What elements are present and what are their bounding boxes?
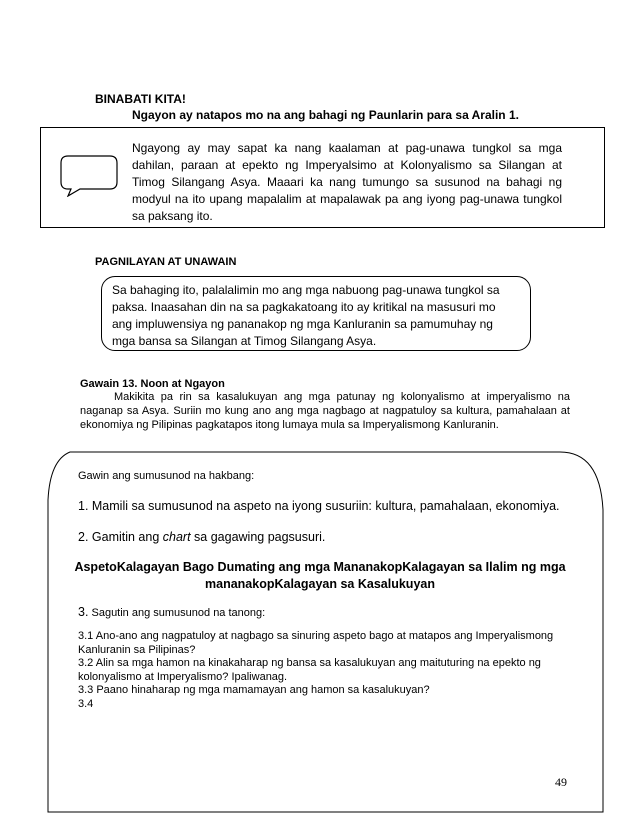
question-item: 3.2 Alin sa mga hamon na kinakaharap ng bansa sa kasalukuyan ang maituturing na epekto ng kolonyalismo at Imperyalismo? Ipaliwanag. [78, 657, 541, 683]
question-item: 3.1 Ano-ano ang nagpatuloy at nagbago sa sinuring aspeto bago at matapos ang Imperyalismong Kanluranin sa Pilipinas? [78, 630, 554, 656]
step-1: 1. Mamili sa sumusunod na aspeto na iyong susuriin: kultura, pamahalaan, ekonomiya. [78, 499, 560, 513]
congrats-title: BINABATI KITA! [95, 92, 186, 106]
page-number: 49 [555, 775, 567, 789]
questions-list [78, 630, 568, 711]
chart-headers: AspetoKalagayan Bago Dumating ang mga MananakopKalagayan sa Ilalim ng mga mananakopKalagayan sa Kasalukuyan [74, 560, 566, 591]
activity-description-text: Makikita pa rin sa kasalukuyan ang mga patunay ng kolonyalismo at imperyalismo na naganap sa Asya. Suriin mo kung ano ang mga nagbago at nagpatuloy sa kultura, pamahalaan at ekonomiya ng Pilipinas pagkatapos itong lumaya mula sa Imperyalismong Kanluranin. [80, 391, 570, 431]
question-item: 3.3 Paano hinaharap ng mga mamamayan ang hamon sa kasalukuyan? [78, 684, 430, 696]
info-text: Ngayong ay may sapat ka nang kaalaman at pag-unawa tungkol sa mga dahilan, paraan at epekto ng Imperyalsimo at Kolonyalismo sa Silangan at Timog Silangang Asya. Maaari ka nang tumungo sa susunod na bahagi ng modyul na ito upang mapalalim at mapalawak pa ang iyong pag-unawa tungkol sa paksang ito. [132, 141, 562, 223]
step-2-prefix: 2. Gamitin ang [78, 530, 163, 544]
step-2-suffix: sa gagawing pagsusuri. [190, 530, 326, 544]
reflect-text: Sa bahaging ito, palalalimin mo ang mga nabuong pag-unawa tungkol sa paksa. Inaasahan din na sa pagkakatoang ito ay kritikal na masusuri mo ang impluwensiya ng pananakop ng mga Kanluranin sa pamumuhay ng mga bansa sa Silangan at Timog Silangang Asya. [112, 283, 500, 348]
congrats-subtitle: Ngayon ay natapos mo na ang bahagi ng Paunlarin para sa Aralin 1. [132, 108, 519, 122]
question-item: 3.4 [78, 697, 94, 710]
steps-intro: Gawin ang sumusunod na hakbang: [78, 470, 255, 482]
section-title: PAGNILAYAN AT UNAWAIN [95, 256, 237, 268]
step-3-text: Sagutin ang sumusunod na tanong: [88, 607, 266, 619]
step-2 [78, 530, 325, 544]
step-2-emphasis: chart [162, 530, 191, 544]
activity-title: Gawain 13. Noon at Ngayon [80, 378, 225, 390]
step-3 [78, 605, 265, 619]
step-3-number: 3. [78, 605, 89, 619]
